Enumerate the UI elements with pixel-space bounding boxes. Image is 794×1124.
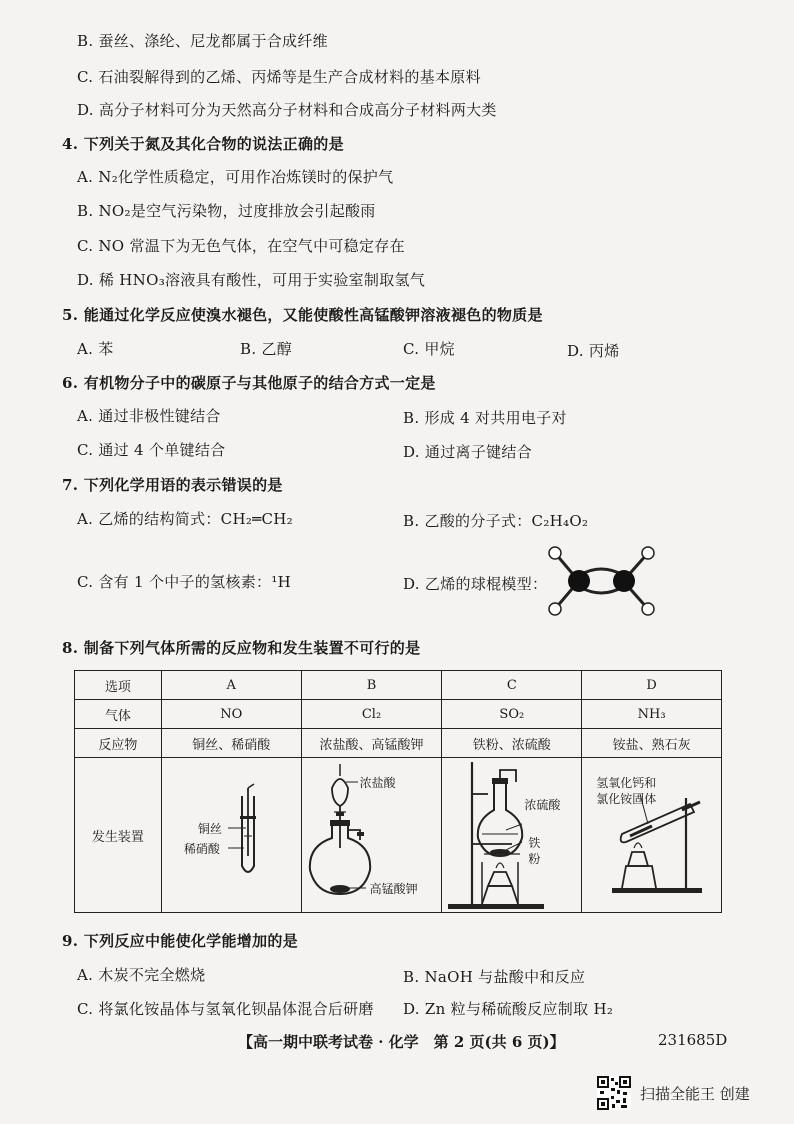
q4-option-d: D. 稀 HNO₃溶液具有酸性，可用于实验室制取氢气 <box>77 271 426 289</box>
q5-option-a: A. 苯 <box>77 340 114 358</box>
q8-apparatus-table <box>74 670 722 913</box>
q6-option-c: C. 通过 4 个单键结合 <box>77 441 226 459</box>
q5-option-b: B. 乙醇 <box>240 340 293 358</box>
q6-stem: 6. 有机物分子中的碳原子与其他原子的结合方式一定是 <box>62 374 436 392</box>
ethylene-ball-stick-model <box>545 545 660 620</box>
q6-option-b: B. 形成 4 对共用电子对 <box>403 409 567 427</box>
label-kmno4: 高锰酸钾 <box>369 882 418 896</box>
label-conc-h2so4: 浓硫酸 <box>524 798 561 812</box>
gas-cell: NH₃ <box>582 700 722 729</box>
apparatus-b <box>301 758 442 913</box>
label-iron: 铁 <box>528 836 541 850</box>
label-nh4cl: 氯化铵固体 <box>596 792 657 806</box>
row-header: 反应物 <box>75 729 162 758</box>
table-row-gas <box>75 700 722 729</box>
table-row-reactants <box>75 729 722 758</box>
q4-option-c: C. NO 常温下为无色气体，在空气中可稳定存在 <box>77 237 405 255</box>
row-header: 发生装置 <box>75 758 162 913</box>
reactant-cell: 铜丝、稀硝酸 <box>161 729 301 758</box>
table-row-options <box>75 671 722 700</box>
q4-option-a: A. N₂化学性质稳定，可用作冶炼镁时的保护气 <box>77 168 394 186</box>
page-footer: 【高一期中联考试卷 · 化学 第 2 页(共 6 页)】 <box>238 1033 565 1051</box>
label-dilute-nitric-acid: 稀硝酸 <box>183 842 220 856</box>
q7-option-a: A. 乙烯的结构简式：CH₂═CH₂ <box>77 510 293 528</box>
label-conc-hcl: 浓盐酸 <box>359 776 396 790</box>
test-tube-diagram <box>162 758 302 912</box>
label-powder: 粉 <box>528 852 541 866</box>
apparatus-a <box>161 758 301 913</box>
exam-code: 231685D <box>658 1031 728 1049</box>
q6-option-d: D. 通过离子键结合 <box>403 443 533 461</box>
option-header: C <box>442 671 582 700</box>
reactant-cell: 浓盐酸、高锰酸钾 <box>301 729 442 758</box>
row-header: 选项 <box>75 671 162 700</box>
table-row-apparatus <box>75 758 722 913</box>
q7-option-c: C. 含有 1 个中子的氢核素：¹H <box>77 573 292 591</box>
q8-stem: 8. 制备下列气体所需的反应物和发生装置不可行的是 <box>62 639 421 657</box>
option-header: B <box>301 671 442 700</box>
row-header: 气体 <box>75 700 162 729</box>
q7-stem: 7. 下列化学用语的表示错误的是 <box>62 476 283 494</box>
q4-stem: 4. 下列关于氮及其化合物的说法正确的是 <box>62 135 344 153</box>
option-header: A <box>161 671 301 700</box>
qr-code-icon <box>597 1076 631 1110</box>
q5-stem: 5. 能通过化学反应使溴水褪色，又能使酸性高锰酸钾溶液褪色的物质是 <box>62 306 543 324</box>
q4-option-b: B. NO₂是空气污染物，过度排放会引起酸雨 <box>77 202 376 220</box>
option-header: D <box>582 671 722 700</box>
q9-option-b: B. NaOH 与盐酸中和反应 <box>403 968 586 986</box>
heated-flask-diagram <box>442 758 582 912</box>
apparatus-c <box>442 758 582 913</box>
apparatus-d <box>582 758 722 913</box>
reactant-cell: 铁粉、浓硫酸 <box>442 729 582 758</box>
q9-stem: 9. 下列反应中能使化学能增加的是 <box>62 932 298 950</box>
reactant-cell: 铵盐、熟石灰 <box>582 729 722 758</box>
q5-option-d: D. 丙烯 <box>567 342 620 360</box>
q7-option-d: D. 乙烯的球棍模型： <box>403 575 548 593</box>
scanner-watermark: 扫描全能王 创建 <box>640 1085 750 1103</box>
q3-option-d: D. 高分子材料可分为天然高分子材料和合成高分子材料两大类 <box>77 101 497 119</box>
q6-option-a: A. 通过非极性键结合 <box>77 407 221 425</box>
q3-option-b: B. 蚕丝、涤纶、尼龙都属于合成纤维 <box>77 32 328 50</box>
gas-cell: Cl₂ <box>301 700 442 729</box>
q5-option-c: C. 甲烷 <box>403 340 455 358</box>
label-copper-wire: 铜丝 <box>197 822 222 836</box>
q7-option-b: B. 乙酸的分子式：C₂H₄O₂ <box>403 512 589 530</box>
gas-cell: SO₂ <box>442 700 582 729</box>
q9-option-d: D. Zn 粒与稀硫酸反应制取 H₂ <box>403 1000 614 1018</box>
q3-option-c: C. 石油裂解得到的乙烯、丙烯等是生产合成材料的基本原料 <box>77 68 481 86</box>
q9-option-c: C. 将氯化铵晶体与氢氧化钡晶体混合后研磨 <box>77 1000 374 1018</box>
gas-cell: NO <box>161 700 301 729</box>
q9-option-a: A. 木炭不完全燃烧 <box>77 966 206 984</box>
label-caoh2: 氢氧化钙和 <box>596 776 657 790</box>
